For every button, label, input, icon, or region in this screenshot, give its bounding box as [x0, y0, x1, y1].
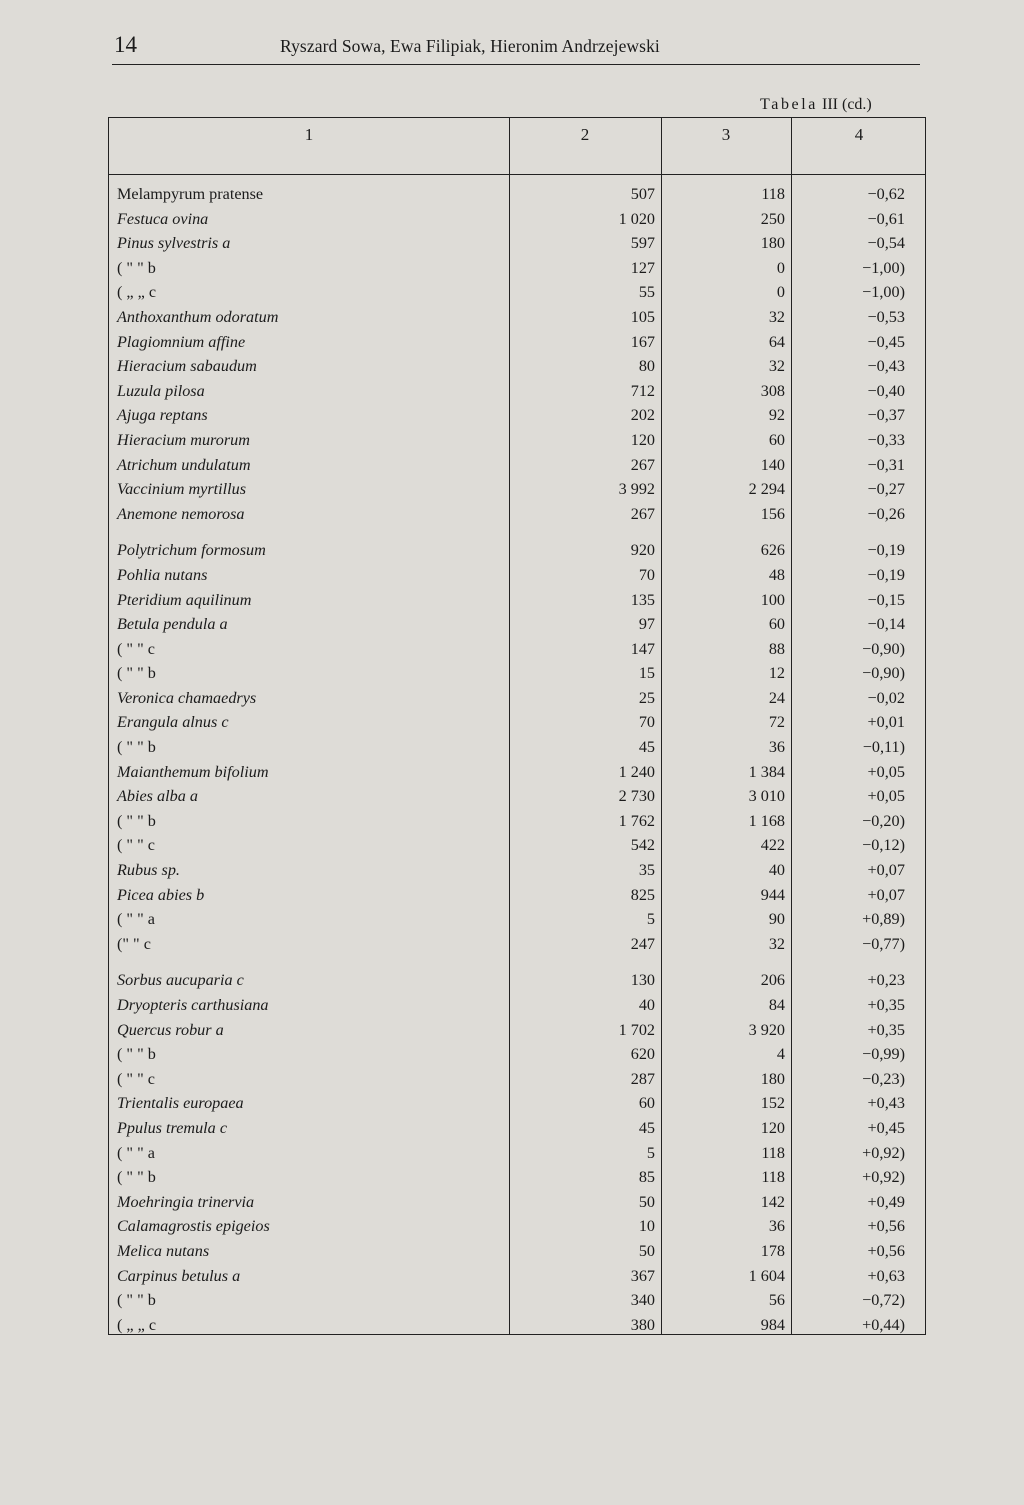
species-name-cell: Melica nutans: [117, 1241, 210, 1260]
species-name-cell: Veronica chamaedrys: [117, 688, 257, 707]
value-cell-4: −0,99): [862, 1045, 905, 1064]
group-separator: [109, 956, 925, 968]
value-cell-2: 50: [638, 1241, 655, 1260]
value-cell-3: 1 384: [748, 762, 785, 781]
value-cell-3: 0: [776, 283, 785, 302]
table-row: [109, 1091, 925, 1116]
table-row: [109, 428, 925, 453]
value-cell-4: +0,49: [867, 1192, 905, 1211]
value-cell-3: 3 920: [748, 1020, 785, 1039]
value-cell-2: 267: [630, 455, 655, 474]
value-cell-4: +0,92): [862, 1143, 905, 1162]
species-name-cell: (" " c: [117, 934, 151, 953]
species-name-cell: ( " " b: [117, 811, 156, 830]
value-cell-4: −0,61: [867, 209, 905, 228]
column-header-4: 4: [854, 125, 864, 144]
table-row: [109, 1067, 925, 1092]
species-name-cell: ( " " c: [117, 836, 155, 855]
value-cell-3: 142: [760, 1192, 785, 1211]
value-cell-2: 40: [638, 996, 655, 1014]
species-name-cell: Melampyrum pratense: [117, 185, 264, 203]
value-cell-2: 120: [630, 430, 655, 449]
species-name-cell: Betula pendula a: [117, 615, 228, 634]
species-name-cell: ( " " b: [117, 1291, 156, 1310]
table-row: [109, 968, 925, 993]
value-cell-3: 626: [760, 541, 785, 560]
species-name-cell: Anemone nemorosa: [117, 504, 245, 523]
species-name-cell: ( " " a: [117, 1143, 155, 1162]
value-cell-2: 45: [638, 738, 655, 757]
value-cell-3: 422: [760, 836, 785, 855]
value-cell-3: 84: [768, 996, 785, 1014]
table-row: [109, 305, 925, 330]
value-cell-4: −0,45: [867, 332, 905, 351]
table-caption-label: Tabela: [760, 96, 819, 113]
value-cell-3: 1 168: [748, 811, 785, 830]
value-cell-4: +0,07: [867, 885, 905, 904]
table-row: [109, 1214, 925, 1239]
value-cell-2: 597: [630, 234, 655, 253]
value-cell-4: −0,37: [867, 406, 905, 425]
species-name-cell: Plagiomnium affine: [117, 332, 246, 351]
page-number: 14: [114, 32, 137, 57]
value-cell-4: −0,20): [862, 811, 905, 830]
table-row: [109, 637, 925, 662]
value-cell-4: −0,23): [862, 1069, 905, 1088]
value-cell-4: +0,45: [867, 1118, 905, 1137]
data-table: [108, 117, 926, 1335]
value-cell-3: 118: [761, 185, 785, 203]
value-cell-3: 250: [760, 209, 785, 228]
value-cell-4: +0,92): [862, 1168, 905, 1187]
value-cell-3: 32: [768, 307, 785, 326]
table-row: [109, 563, 925, 588]
species-name-cell: ( " " b: [117, 1045, 156, 1064]
value-cell-2: 10: [638, 1217, 655, 1236]
value-cell-4: −0,26: [867, 504, 905, 523]
table-row: [109, 760, 925, 785]
value-cell-3: 206: [760, 971, 785, 990]
value-cell-2: 60: [638, 1094, 655, 1113]
value-cell-3: 56: [768, 1291, 785, 1310]
column-header-3: 3: [721, 125, 731, 144]
table-row: [109, 735, 925, 760]
value-cell-2: 507: [630, 185, 655, 203]
value-cell-3: 118: [761, 1168, 785, 1187]
table-row: [109, 477, 925, 502]
table-row: [109, 833, 925, 858]
table-row: [109, 1239, 925, 1264]
value-cell-2: 45: [638, 1118, 655, 1137]
value-cell-4: −0,90): [862, 664, 905, 683]
species-name-cell: Hieracium murorum: [117, 430, 250, 449]
species-name-cell: Polytrichum formosum: [117, 541, 266, 560]
table-row: [109, 588, 925, 613]
value-cell-4: −0,33: [867, 430, 905, 449]
value-cell-3: 984: [760, 1315, 785, 1334]
value-cell-3: 100: [760, 590, 785, 609]
table-row: [109, 1313, 925, 1338]
table-row: [109, 1288, 925, 1313]
table-row: [109, 453, 925, 478]
value-cell-2: 247: [630, 934, 655, 953]
value-cell-4: −0,40: [867, 381, 905, 400]
species-name-cell: Festuca ovina: [117, 209, 209, 228]
table-caption-number: III (cd.): [822, 96, 872, 113]
value-cell-2: 3 992: [618, 480, 655, 499]
species-name-cell: Atrichum undulatum: [117, 455, 251, 474]
value-cell-2: 70: [638, 565, 655, 584]
value-cell-3: 60: [768, 615, 785, 634]
species-name-cell: Trientalis europaea: [117, 1094, 244, 1113]
value-cell-3: 156: [760, 504, 785, 523]
value-cell-3: 0: [776, 258, 785, 277]
value-cell-4: −0,11): [862, 738, 905, 757]
species-name-cell: ( " " c: [117, 639, 155, 658]
table-row: [109, 182, 925, 207]
value-cell-3: 180: [760, 1069, 785, 1088]
value-cell-2: 147: [630, 639, 655, 658]
table-row: [109, 502, 925, 527]
running-header: [112, 30, 920, 65]
species-name-cell: Picea abies b: [117, 885, 205, 904]
value-cell-3: 3 010: [748, 787, 785, 806]
value-cell-2: 1 240: [618, 762, 655, 781]
value-cell-3: 308: [760, 381, 785, 400]
value-cell-4: +0,01: [867, 713, 905, 732]
value-cell-3: 60: [768, 430, 785, 449]
value-cell-3: 24: [768, 688, 785, 707]
species-name-cell: ( " " b: [117, 664, 156, 683]
value-cell-4: −0,12): [862, 836, 905, 855]
table-row: [109, 207, 925, 232]
table-row: [109, 907, 925, 932]
value-cell-2: 2 730: [618, 787, 655, 806]
table-row: [109, 1116, 925, 1141]
value-cell-4: −1,00): [862, 283, 905, 302]
value-cell-2: 105: [630, 307, 655, 326]
value-cell-2: 1 702: [618, 1020, 655, 1039]
value-cell-2: 85: [638, 1168, 655, 1187]
value-cell-2: 620: [630, 1045, 655, 1064]
species-name-cell: Pinus sylvestris a: [117, 234, 231, 253]
species-name-cell: Pohlia nutans: [117, 565, 208, 584]
table-row: [109, 379, 925, 404]
species-name-cell: ( " " b: [117, 258, 156, 277]
species-name-cell: Abies alba a: [117, 787, 198, 806]
table-body: [109, 182, 925, 1337]
value-cell-2: 25: [638, 688, 655, 707]
table-row: [109, 1165, 925, 1190]
species-name-cell: Calamagrostis epigeios: [117, 1217, 270, 1236]
value-cell-2: 825: [630, 885, 655, 904]
running-head-authors: Ryszard Sowa, Ewa Filipiak, Hieronim Andrzejewski: [280, 36, 660, 56]
table-row: [109, 1264, 925, 1289]
value-cell-4: −0,54: [867, 234, 905, 253]
value-cell-3: 120: [760, 1118, 785, 1137]
value-cell-4: +0,63: [867, 1266, 905, 1285]
species-name-cell: Ppulus tremula c: [117, 1118, 228, 1137]
value-cell-2: 1 762: [618, 811, 655, 830]
value-cell-3: 4: [776, 1045, 785, 1064]
value-cell-3: 2 294: [748, 480, 785, 499]
value-cell-2: 15: [638, 664, 655, 683]
species-name-cell: Erangula alnus c: [117, 713, 229, 732]
table-row: [109, 1190, 925, 1215]
species-name-cell: Moehringia trinervia: [117, 1192, 255, 1211]
value-cell-2: 1 020: [618, 209, 655, 228]
species-name-cell: ( " " b: [117, 1168, 156, 1187]
value-cell-2: 287: [630, 1069, 655, 1088]
value-cell-3: 36: [768, 738, 785, 757]
column-header-2: 2: [580, 125, 590, 144]
table-row: [109, 809, 925, 834]
group-separator: [109, 526, 925, 538]
value-cell-2: 380: [630, 1315, 655, 1334]
species-name-cell: Luzula pilosa: [117, 381, 205, 400]
table-row: [109, 280, 925, 305]
table-row: [109, 858, 925, 883]
species-name-cell: Vaccinium myrtillus: [117, 480, 247, 499]
value-cell-2: 80: [638, 357, 655, 376]
value-cell-4: −0,27: [867, 480, 905, 499]
value-cell-3: 32: [768, 357, 785, 376]
value-cell-2: 5: [646, 910, 655, 929]
species-name-cell: Sorbus aucuparia c: [117, 971, 244, 990]
value-cell-2: 167: [630, 332, 655, 351]
value-cell-4: −0,19: [867, 541, 905, 560]
value-cell-3: 118: [761, 1143, 785, 1162]
value-cell-2: 135: [630, 590, 655, 609]
value-cell-3: 152: [760, 1094, 785, 1113]
value-cell-4: +0,07: [867, 861, 905, 880]
species-name-cell: Hieracium sabaudum: [117, 357, 257, 376]
table-row: [109, 686, 925, 711]
value-cell-2: 130: [630, 971, 655, 990]
value-cell-2: 340: [630, 1291, 655, 1310]
value-cell-4: −0,02: [867, 688, 905, 707]
table-row: [109, 710, 925, 735]
header-divider: [109, 174, 925, 175]
table-row: [109, 784, 925, 809]
species-name-cell: Rubus sp.: [117, 861, 180, 880]
value-cell-4: −0,14: [867, 615, 905, 634]
value-cell-4: +0,43: [867, 1094, 905, 1113]
table-row: [109, 1141, 925, 1166]
table-row: [109, 883, 925, 908]
value-cell-2: 920: [630, 541, 655, 560]
table-row: [109, 403, 925, 428]
value-cell-2: 127: [630, 258, 655, 277]
species-name-cell: ( " " b: [117, 738, 156, 757]
value-cell-2: 50: [638, 1192, 655, 1211]
value-cell-4: +0,56: [867, 1241, 905, 1260]
value-cell-3: 90: [768, 910, 785, 929]
table-row: [109, 661, 925, 686]
value-cell-4: +0,44): [862, 1315, 905, 1334]
table-row: [109, 354, 925, 379]
value-cell-3: 92: [768, 406, 785, 425]
value-cell-4: −0,31: [867, 455, 905, 474]
species-name-cell: ( „ „ c: [117, 283, 157, 302]
column-header-1: 1: [304, 125, 314, 144]
table-row: [109, 330, 925, 355]
table-row: [109, 612, 925, 637]
value-cell-3: 32: [768, 934, 785, 953]
value-cell-4: −1,00): [862, 258, 905, 277]
table-row: [109, 538, 925, 563]
value-cell-2: 542: [630, 836, 655, 855]
value-cell-4: −0,19: [867, 565, 905, 584]
table-caption: [760, 96, 930, 114]
value-cell-4: +0,56: [867, 1217, 905, 1236]
table-row: [109, 993, 925, 1018]
table-row: [109, 231, 925, 256]
value-cell-2: 70: [638, 713, 655, 732]
value-cell-4: +0,05: [867, 762, 905, 781]
value-cell-4: +0,05: [867, 787, 905, 806]
table-row: [109, 1042, 925, 1067]
value-cell-4: −0,77): [862, 934, 905, 953]
value-cell-3: 48: [768, 565, 785, 584]
species-name-cell: Anthoxanthum odoratum: [117, 307, 279, 326]
value-cell-4: −0,62: [867, 185, 905, 203]
value-cell-3: 64: [768, 332, 785, 351]
species-name-cell: Maianthemum bifolium: [117, 762, 269, 781]
value-cell-3: 36: [768, 1217, 785, 1236]
value-cell-4: +0,23: [867, 971, 905, 990]
value-cell-2: 55: [638, 283, 655, 302]
value-cell-3: 1 604: [748, 1266, 785, 1285]
value-cell-2: 267: [630, 504, 655, 523]
species-name-cell: Carpinus betulus a: [117, 1266, 241, 1285]
value-cell-4: −0,72): [862, 1291, 905, 1310]
value-cell-2: 712: [630, 381, 655, 400]
value-cell-3: 12: [768, 664, 785, 683]
species-name-cell: Dryopteris carthusiana: [117, 996, 269, 1014]
value-cell-4: −0,53: [867, 307, 905, 326]
species-name-cell: Ajuga reptans: [117, 406, 208, 425]
value-cell-2: 367: [630, 1266, 655, 1285]
value-cell-4: −0,15: [867, 590, 905, 609]
value-cell-3: 40: [768, 861, 785, 880]
species-name-cell: ( " " c: [117, 1069, 155, 1088]
value-cell-2: 202: [630, 406, 655, 425]
value-cell-3: 178: [760, 1241, 785, 1260]
value-cell-2: 5: [646, 1143, 655, 1162]
value-cell-3: 140: [760, 455, 785, 474]
value-cell-3: 88: [768, 639, 785, 658]
species-name-cell: Quercus robur a: [117, 1020, 224, 1039]
value-cell-2: 97: [638, 615, 655, 634]
species-name-cell: ( „ „ c: [117, 1315, 157, 1334]
value-cell-3: 944: [760, 885, 785, 904]
value-cell-4: +0,35: [867, 1020, 905, 1039]
species-name-cell: ( " " a: [117, 910, 155, 929]
value-cell-4: +0,89): [862, 910, 905, 929]
table-row: [109, 932, 925, 957]
species-name-cell: Pteridium aquilinum: [117, 590, 252, 609]
value-cell-4: +0,35: [867, 996, 905, 1014]
value-cell-4: −0,43: [867, 357, 905, 376]
value-cell-2: 35: [638, 861, 655, 880]
value-cell-3: 180: [760, 234, 785, 253]
value-cell-3: 72: [768, 713, 785, 732]
value-cell-4: −0,90): [862, 639, 905, 658]
table-row: [109, 256, 925, 281]
table-row: [109, 1018, 925, 1043]
